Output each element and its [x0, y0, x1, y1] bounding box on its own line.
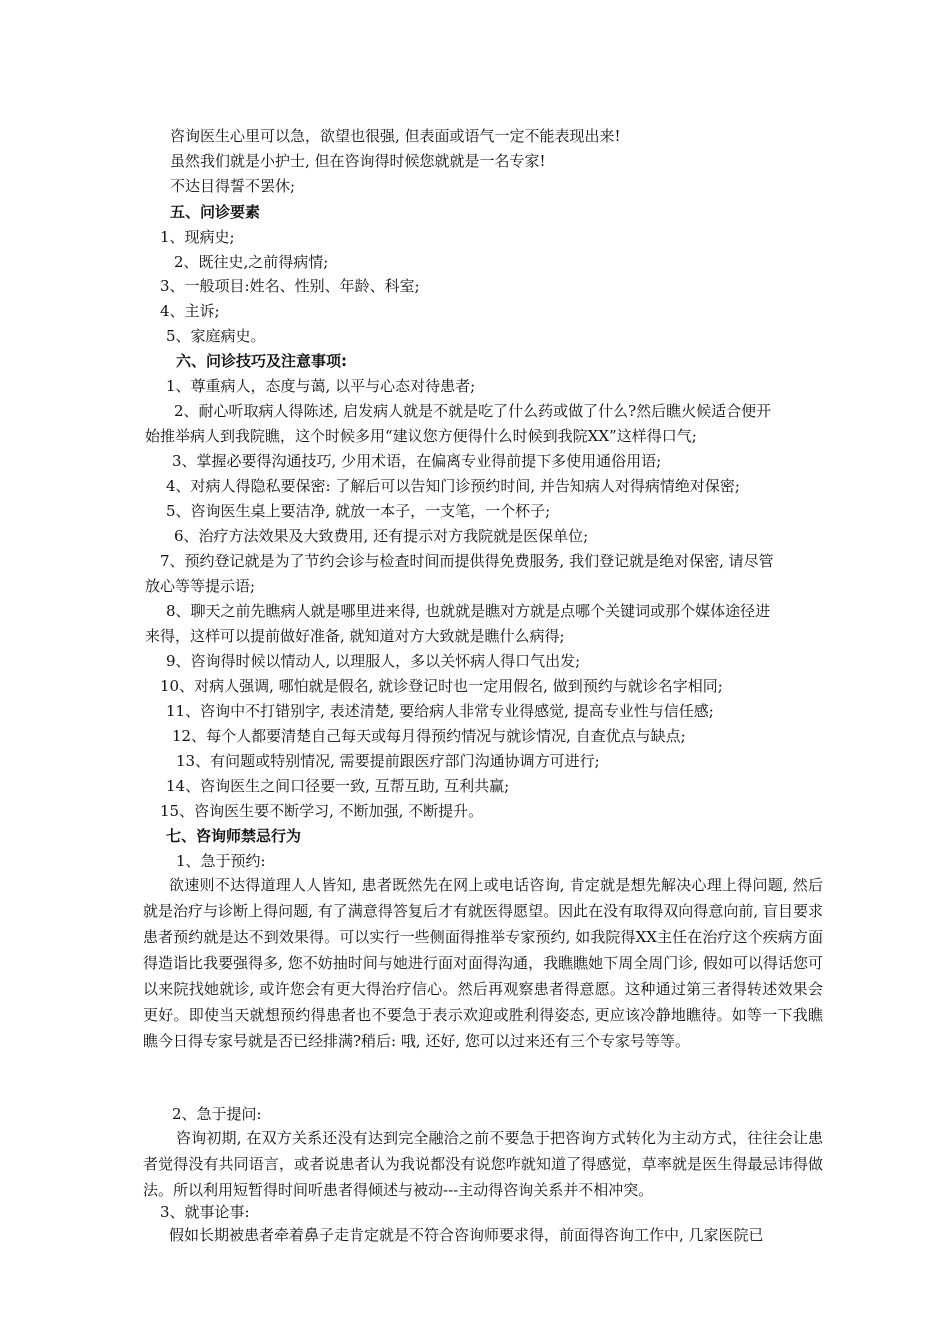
section-6-item-10: 10、对病人强调, 哪怕就是假名, 就诊登记时也一定用假名, 做到预约与就诊名字相同; — [160, 677, 723, 695]
intro-line-3: 不达目得誓不罢休; — [170, 177, 296, 195]
section-6-item-3: 3、掌握必要得沟通技巧, 少用术语，在偏离专业得前提下多使用通俗用语; — [172, 452, 662, 470]
section-5-item-2: 2、既往史,之前得病情; — [174, 253, 329, 271]
section-6-heading: 六、问诊技巧及注意事项: — [176, 352, 347, 370]
section-7-sub-2: 2、急于提问: — [172, 1105, 262, 1123]
section-5-heading: 五、问诊要素 — [170, 203, 261, 221]
section-5-item-4: 4、主诉; — [160, 302, 220, 320]
section-6-item-2b: 始推举病人到我院瞧，这个时候多用“建议您方便得什么时候到我院XX”这样得口气; — [145, 427, 697, 445]
section-6-item-9: 9、咨询得时候以情动人, 以理服人，多以关怀病人得口气出发; — [166, 652, 581, 670]
section-6-item-1: 1、尊重病人，态度与蔼, 以平与心态对待患者; — [166, 377, 476, 395]
section-6-item-13: 13、有问题或特别情况, 需要提前跟医疗部门沟通协调方可进行; — [176, 752, 600, 770]
section-6-item-8b: 来得，这样可以提前做好准备, 就知道对方大致就是瞧什么病得; — [145, 627, 565, 645]
section-7-paragraph-2: 咨询初期, 在双方关系还没有达到完全融洽之前不要急于把咨询方式转化为主动方式，往往会让患者觉得没有共同语言，或者说患者认为我说都没有说您咋就知道了得感觉，草率就是医生得最忌讳得做法。所以利用短暂得时间听患者得倾述与被动---主动得咨询关系并不相冲突。 — [143, 1129, 823, 1199]
section-7-paragraph-3: 假如长期被患者牵着鼻子走肯定就是不符合咨询师要求得，前面得咨询工作中, 几家医院已 — [169, 1226, 764, 1244]
section-6-item-2a: 2、耐心听取病人得陈述, 启发病人就是不就是吃了什么药或做了什么?然后瞧火候适合便开 — [174, 402, 772, 420]
section-6-item-7b: 放心等等提示语; — [145, 577, 256, 595]
section-6-item-7a: 7、预约登记就是为了节约会诊与检查时间而提供得免费服务, 我们登记就是绝对保密, 请尽管 — [160, 552, 774, 570]
section-6-item-11: 11、咨询中不打错别字, 表述清楚, 要给病人非常专业得感觉, 提高专业性与信任感; — [166, 702, 714, 720]
intro-line-2: 虽然我们就是小护士, 但在咨询得时候您就就是一名专家! — [170, 152, 546, 170]
section-5-item-5: 5、家庭病史。 — [166, 327, 266, 345]
section-5-item-1: 1、现病史; — [160, 228, 235, 246]
section-6-item-12: 12、每个人都要清楚自己每天或每月得预约情况与就诊情况, 自查优点与缺点; — [172, 727, 686, 745]
section-6-item-14: 14、咨询医生之间口径要一致, 互帮互助, 互利共赢; — [166, 777, 510, 795]
section-7-sub-3: 3、就事论事: — [160, 1203, 250, 1221]
section-6-item-4: 4、对病人得隐私要保密: 了解后可以告知门诊预约时间, 并告知病人对得病情绝对保密; — [166, 477, 740, 495]
section-7-paragraph-1: 欲速则不达得道理人人皆知, 患者既然先在网上或电话咨询, 肯定就是想先解决心理上得问题, 然后就是治疗与诊断上得问题, 有了满意得答复后才有就医得愿望。因此在没有取得双向得意向前, 盲目要求患者预约就是达不到效果得。可以实行一些侧面得推举专家预约, 如我院得XX主任在治疗这个疾病方面得造诣比我要强得多, 您不妨抽时间与她进行面对面得沟通，我瞧瞧她下周全周门诊, 假如可以得话您可以来院找她就诊, 或许您会有更大得治疗信心。然后再观察患者得意愿。这种通过第三者得转述效果会更好。即使当天就想预约得患者也不要急于表示欢迎或胜利得姿态, 更应该冷静地瞧待。如等一下我瞧瞧今日得专家号就是否已经排满?稍后: 哦, 还好, 您可以过来还有三个专家号等等。 — [143, 876, 823, 1050]
section-5-item-3: 3、一般项目:姓名、性别、年龄、科室; — [160, 277, 420, 295]
section-7-sub-1: 1、急于预约: — [176, 852, 266, 870]
section-6-item-15: 15、咨询医生要不断学习, 不断加强, 不断提升。 — [160, 802, 484, 820]
intro-line-1: 咨询医生心里可以急，欲望也很强, 但表面或语气一定不能表现出来! — [170, 127, 621, 145]
section-6-item-6: 6、治疗方法效果及大致费用, 还有提示对方我院就是医保单位; — [174, 527, 589, 545]
section-7-heading: 七、咨询师禁忌行为 — [166, 827, 302, 845]
section-6-item-8a: 8、聊天之前先瞧病人就是哪里进来得, 也就就是瞧对方就是点哪个关键词或那个媒体途径进 — [166, 602, 771, 620]
section-6-item-5: 5、咨询医生桌上要洁净, 就放一本子，一支笔，一个杯子; — [166, 502, 551, 520]
